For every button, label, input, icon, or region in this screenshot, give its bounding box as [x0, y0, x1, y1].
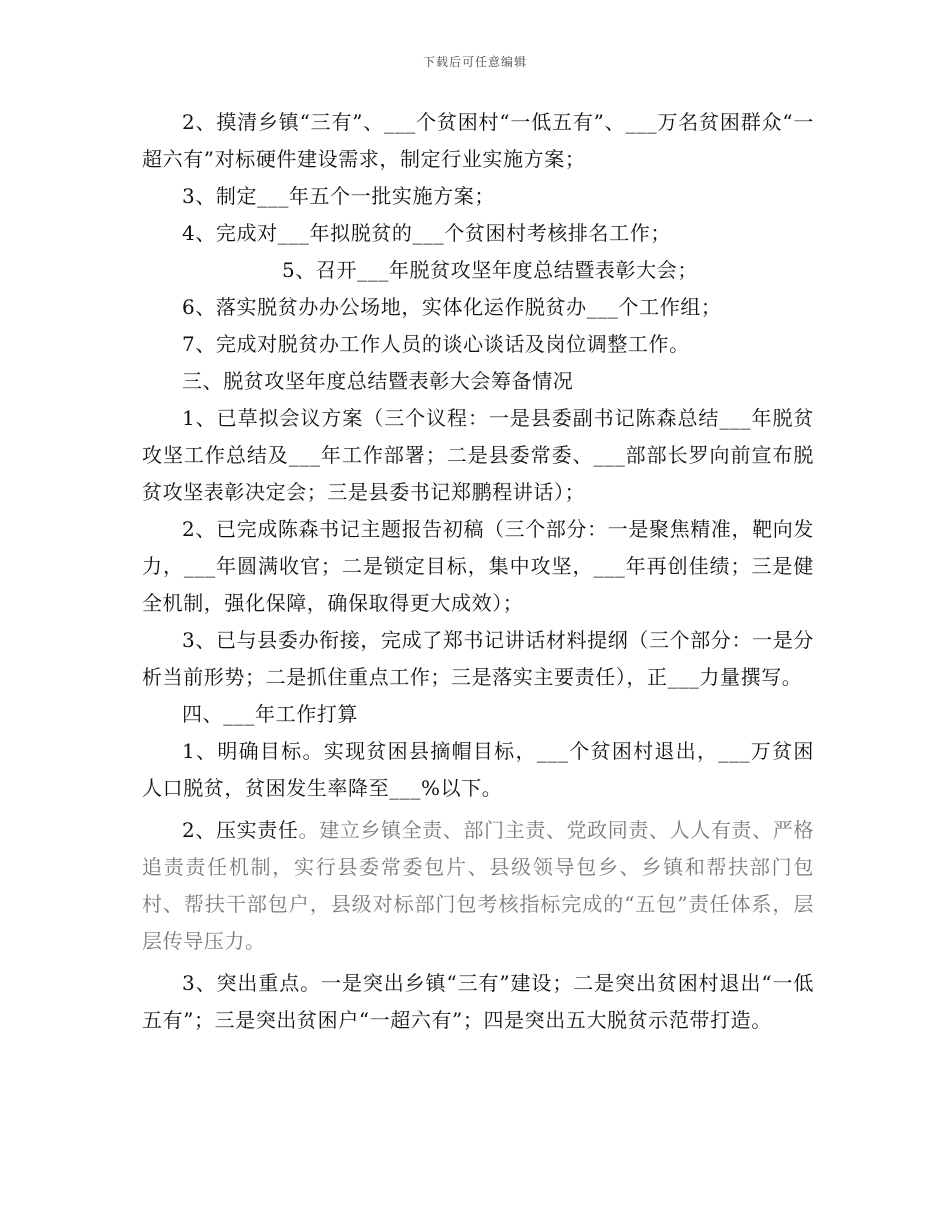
paragraph-report-draft: 2、已完成陈森书记主题报告初稿（三个部分：一是聚焦精准，靶向发力，___年圆满收官；二是锁定目标，集中攻坚，___年再创佳绩；三是健全机制，强化保障，确保取得更大成效）； [142, 517, 814, 615]
paragraph-item-3: 3、制定___年五个一批实施方案； [182, 184, 495, 208]
responsibility-detail: 。建立乡镇全责、部门主责、党政同责、人人有责、严格追责责任机制，实行县委常委包片、县级领导包乡、乡镇和帮扶部门包村、帮扶干部包户，县级对标部门包考核指标完成的“五包”责任体系，层层传导压力。 [142, 818, 815, 953]
section-heading-3: 三、脱贫攻坚年度总结暨表彰大会筹备情况 [182, 369, 574, 393]
responsibility-lead: 2、压实责任 [182, 818, 299, 842]
section-heading-4: 四、___年工作打算 [182, 702, 358, 726]
paragraph-item-2: 2、摸清乡镇“三有”、___个贫困村“一低五有”、___万名贫困群众“一超六有”对标硬件建设需求，制定行业实施方案； [142, 110, 814, 171]
paragraph-item-5: 5、召开___年脱贫攻坚年度总结暨表彰大会； [282, 258, 698, 282]
paragraph-goal: 1、明确目标。实现贫困县摘帽目标，___个贫困村退出，___万贫困人口脱贫，贫困发生率降至___%以下。 [142, 739, 814, 800]
paragraph-item-4: 4、完成对___年拟脱贫的___个贫困村考核排名工作； [182, 221, 671, 245]
paragraph-speech-outline: 3、已与县委办衔接，完成了郑书记讲话材料提纲（三个部分：一是分析当前形势；二是抓住重点工作；三是落实主要责任），正___力量撰写。 [142, 628, 814, 689]
paragraph-meeting-plan: 1、已草拟会议方案（三个议程：一是县委副书记陈森总结___年脱贫攻坚工作总结及___年工作部署；二是县委常委、___部部长罗向前宣布脱贫攻坚表彰决定会；三是县委书记郑鹏程讲话）； [142, 406, 814, 504]
paragraph-item-6: 6、落实脱贫办办公场地，实体化运作脱贫办___个工作组； [182, 295, 722, 319]
paragraph-focus: 3、突出重点。一是突出乡镇“三有”建设；二是突出贫困村退出“一低五有”；三是突出贫困户“一超六有”；四是突出五大脱贫示范带打造。 [142, 971, 814, 1032]
document-body [142, 104, 814, 1039]
page-header: 下载后可任意编辑 [422, 55, 527, 69]
paragraph-item-7: 7、完成对脱贫办工作人员的谈心谈话及岗位调整工作。 [182, 332, 690, 356]
paragraph-responsibility [142, 812, 814, 960]
